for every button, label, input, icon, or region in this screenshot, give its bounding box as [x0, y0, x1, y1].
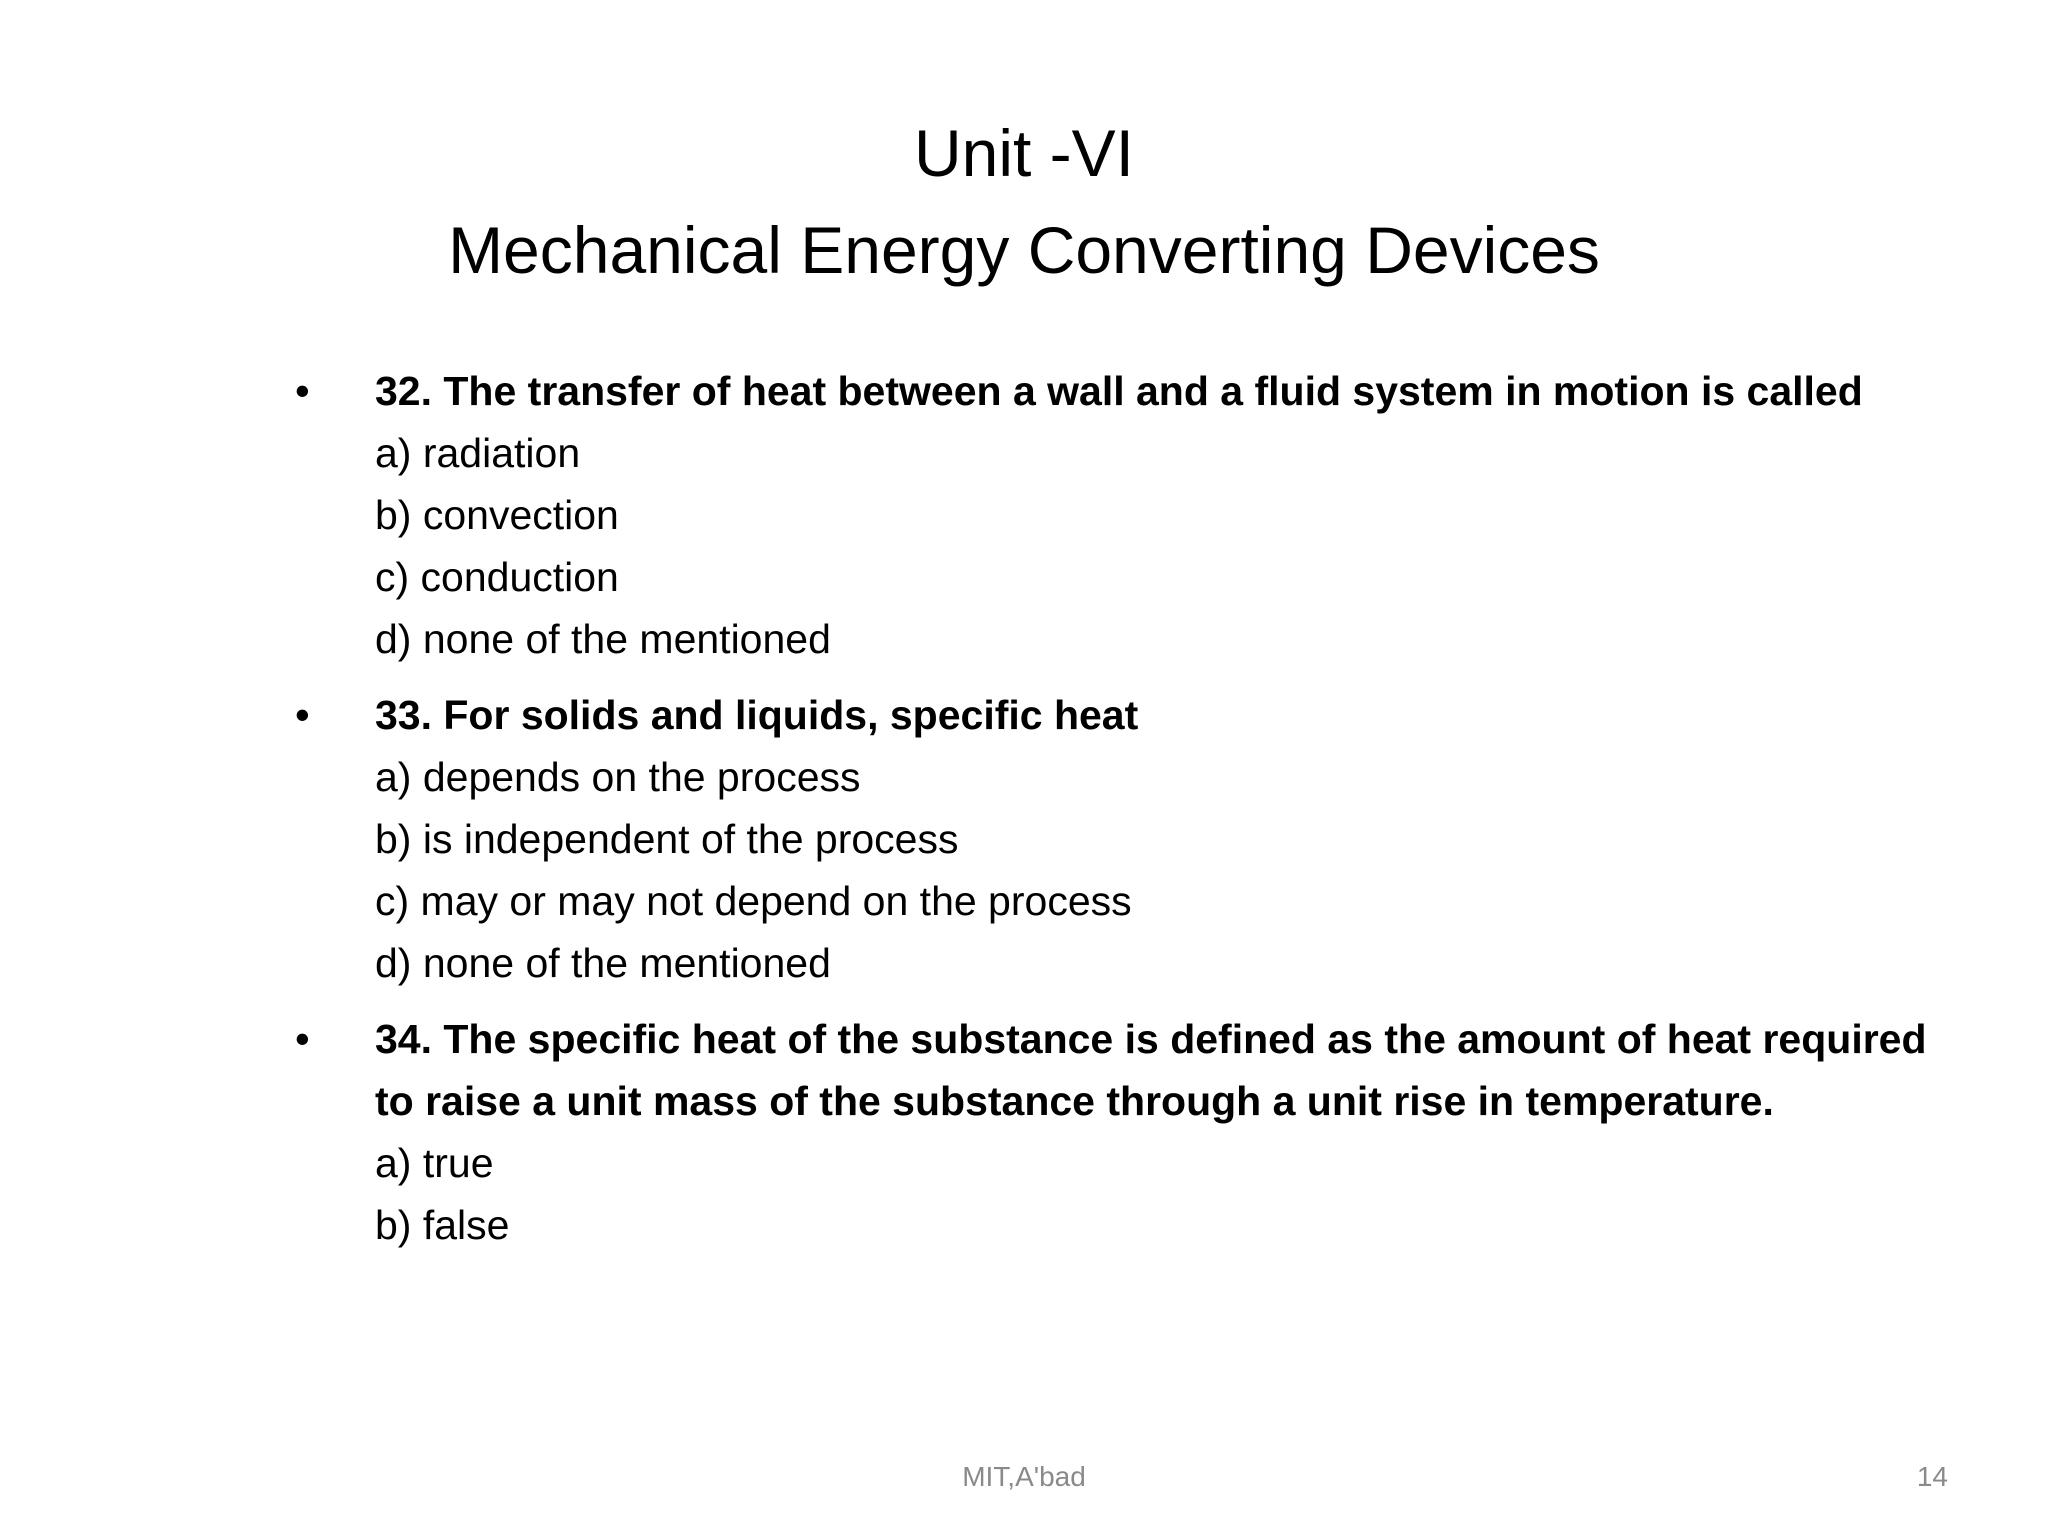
option-b: b) false [375, 1202, 510, 1248]
option-c: c) conduction [375, 554, 619, 600]
question-34 [295, 1008, 1935, 1256]
option-a: a) depends on the process [375, 754, 861, 800]
option-b: b) convection [375, 492, 619, 538]
question-32 [295, 360, 1935, 670]
question-text: 34. The specific heat of the substance is defined as the amount of heat required to raise a unit mass of the substance through a unit rise in temperature. [375, 1016, 1927, 1124]
page-number: 14 [1916, 1461, 1948, 1492]
question-text: 32. The transfer of heat between a wall and a fluid system in motion is called [375, 368, 1863, 414]
title-line-unit: Unit -VI [913, 116, 1135, 190]
option-a: a) true [375, 1140, 494, 1186]
bullet-icon: • [295, 691, 310, 738]
bullet-icon: • [295, 367, 310, 414]
option-d: d) none of the mentioned [375, 616, 831, 662]
option-b: b) is independent of the process [375, 816, 959, 862]
footer-text: MIT,A'bad [962, 1461, 1086, 1492]
slide-title [0, 105, 2048, 299]
option-c: c) may or may not depend on the process [375, 878, 1132, 924]
bullet-icon: • [295, 1015, 310, 1062]
question-33 [295, 684, 1935, 994]
question-text: 33. For solids and liquids, specific heat [375, 692, 1139, 738]
question-list [295, 360, 1935, 1270]
title-line-subject: Mechanical Energy Converting Devices [448, 213, 1600, 287]
option-a: a) radiation [375, 430, 581, 476]
option-d: d) none of the mentioned [375, 940, 831, 986]
